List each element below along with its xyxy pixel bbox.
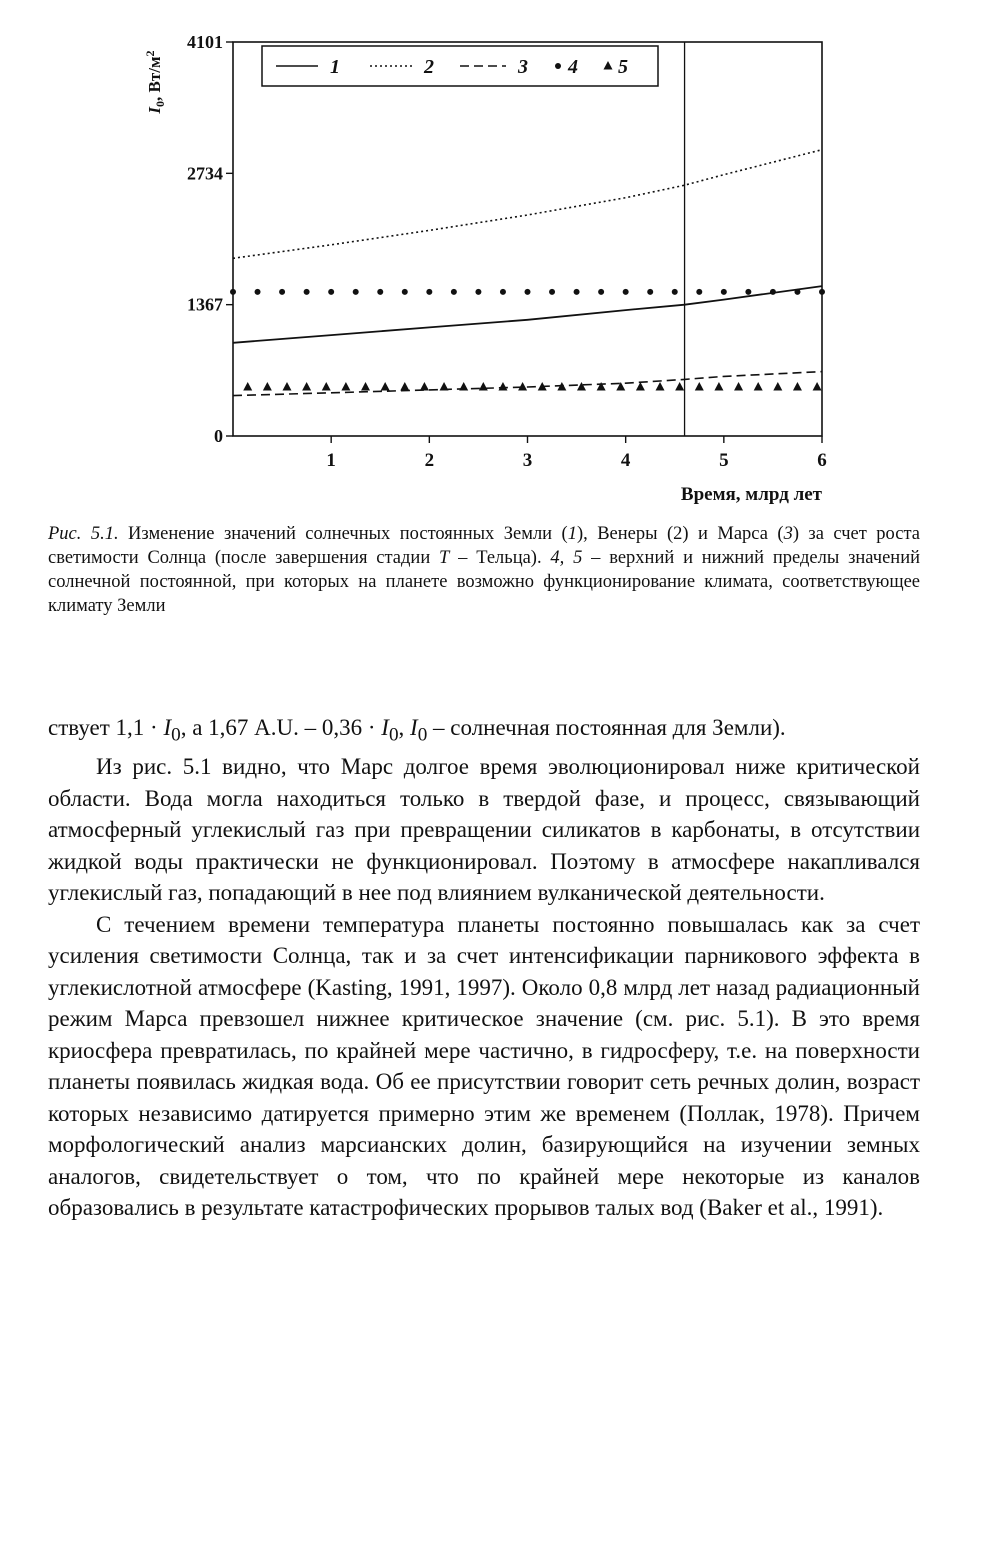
series-4-point xyxy=(230,289,236,295)
y-tick-label: 0 xyxy=(214,426,223,446)
series-4-point xyxy=(525,289,531,295)
series-4-point xyxy=(402,289,408,295)
series-4-point xyxy=(623,289,629,295)
p1-symbol-i0-b: I xyxy=(381,715,389,740)
paragraph-1 xyxy=(48,712,920,751)
caption-text-2: ), Венеры (2) и Марса ( xyxy=(576,524,784,544)
series-4-point xyxy=(451,289,457,295)
series-5-point xyxy=(361,382,370,391)
series-4-point xyxy=(328,289,334,295)
series-4-point xyxy=(819,289,825,295)
legend-label-3: 3 xyxy=(518,56,528,78)
series-5-point xyxy=(773,382,782,391)
series-5-point xyxy=(714,382,723,391)
series-5-point xyxy=(577,382,586,391)
caption-text: Изменение значений солнечных постоянных Земли ( xyxy=(118,524,568,544)
caption-text-6: – Тельца). xyxy=(449,548,551,568)
x-tick-label: 5 xyxy=(719,450,729,471)
x-tick-label: 3 xyxy=(522,450,533,471)
p1-sub-0-c: 0 xyxy=(417,724,428,746)
series-5-point xyxy=(479,382,488,391)
caption-ref-45: 4, 5 xyxy=(550,548,583,568)
p1-text-g: , xyxy=(398,715,411,740)
series-4-point xyxy=(574,289,580,295)
legend-label-1: 1 xyxy=(330,56,340,78)
legend-label-2: 2 xyxy=(424,56,434,78)
p1-symbol-i0: I xyxy=(163,715,172,740)
series-4-point xyxy=(598,289,604,295)
series-5-point xyxy=(341,382,350,391)
series-5-point xyxy=(656,382,665,391)
series-4-point xyxy=(794,289,800,295)
legend xyxy=(262,46,658,86)
legend-symbol-4 xyxy=(555,63,561,69)
series-4-point xyxy=(255,289,261,295)
series-4-point xyxy=(672,289,678,295)
caption-ref-3: 3 xyxy=(783,524,793,544)
series-layer xyxy=(230,150,825,396)
series-4-point xyxy=(745,289,751,295)
series-5-point xyxy=(243,382,252,391)
plot-frame xyxy=(233,42,822,436)
series-5-point xyxy=(322,382,331,391)
paragraph-3: С течением времени температура планеты постоянно повышалась как за счет усиления светимости Солнца, так и за счет интенсификации парникового эффекта в углекислотной атмосфере (Kasting, 1991, 1997). Около 0,8 млрд лет назад радиационный режим Марса превзошел нижнее критическое значение (см. рис. 5.1). В это время криосфера превратилась, по крайней мере частично, в гидросферу, т.е. на поверхности планеты появилась жидкая вода. Об ее присутствии говорит сеть речных долин, возраст которых независимо датируется примерно этим же временем (Поллак, 1978). Причем морфологический анализ марсианских долин, базирующийся на изучении земных аналогов, свидетельствует о том, что по крайней мере некоторые из каналов образовались в результате катастрофических прорывов талых вод (Baker et al., 1991). xyxy=(48,911,920,1221)
x-axis-label: Время, млрд лет xyxy=(680,484,822,505)
x-tick-label: 4 xyxy=(620,450,631,471)
series-5-point xyxy=(381,382,390,391)
series-4-point xyxy=(721,289,727,295)
series-4-point xyxy=(770,289,776,295)
p1-sub-0-b: 0 xyxy=(388,724,399,746)
series-5-point xyxy=(754,382,763,391)
series-3-line xyxy=(233,372,822,396)
caption-text-8: – верхний и нижний пределы значений солнечной постоянной, при которых на планете возможно функционирование климата, соответствующее климату Земли xyxy=(48,548,920,616)
series-5-point xyxy=(400,382,409,391)
y-axis-label: $I_0$, $Вт/м^2$ xyxy=(143,50,167,114)
p1-text-a: ствует 1,1 · xyxy=(48,715,164,740)
series-5-point xyxy=(793,382,802,391)
series-4-point xyxy=(377,289,383,295)
series-5-point xyxy=(282,382,291,391)
series-4-point xyxy=(353,289,359,295)
legend-label-5: 5 xyxy=(618,56,628,78)
series-5-point xyxy=(263,382,272,391)
series-5-point xyxy=(675,382,684,391)
series-5-point xyxy=(813,382,822,391)
p1-text-j: – солнечная постоянная для Земли). xyxy=(427,715,786,740)
series-4-point xyxy=(279,289,285,295)
series-2-line xyxy=(233,150,822,259)
p1-symbol-i0-c: I xyxy=(410,715,418,740)
series-5-point xyxy=(440,382,449,391)
plot-area-border xyxy=(233,42,822,436)
x-tick-label: 6 xyxy=(817,450,827,471)
y-tick-label: 1367 xyxy=(187,294,223,315)
body-text xyxy=(48,712,920,1224)
series-4-point xyxy=(475,289,481,295)
series-5-point xyxy=(459,382,468,391)
caption-text-4: ) за счет роста светимости Солнца (после завершения стадии xyxy=(48,524,920,568)
legend-label-4: 4 xyxy=(568,56,578,78)
series-5-point xyxy=(518,382,527,391)
y-tick-label: 2734 xyxy=(187,163,223,184)
series-5-point xyxy=(734,382,743,391)
caption-label: Рис. 5.1. xyxy=(48,524,119,544)
paragraph-2: Из рис. 5.1 видно, что Марс долгое время эволюционировал ниже критической области. Вода могла находиться только в твердой фазе, и процесс, связывающий атмосферный углекислый газ при превращении силикатов в карбонаты, в отсутствии жидкой воды практически не функционировал. Поэтому в атмосфере накапливался углекислый газ, попадающий в нее под влиянием вулканической деятельности. xyxy=(48,754,920,906)
series-5-point xyxy=(302,382,311,391)
figure-5-1-chart xyxy=(0,0,992,520)
series-4-point xyxy=(647,289,653,295)
series-5-point xyxy=(498,382,507,391)
p1-text-d: , а 1,67 A.U. – 0,36 · xyxy=(180,715,382,740)
caption-ref-t: T xyxy=(439,548,450,568)
p1-sub-0: 0 xyxy=(171,724,181,746)
series-4-point xyxy=(549,289,555,295)
series-4-point xyxy=(426,289,432,295)
figure-caption xyxy=(48,522,920,618)
x-tick-label: 1 xyxy=(326,450,336,471)
series-4-point xyxy=(500,289,506,295)
series-4-point xyxy=(696,289,702,295)
series-5-point xyxy=(695,382,704,391)
series-5-point xyxy=(636,382,645,391)
y-tick-label: 4101 xyxy=(187,32,223,52)
series-5-point xyxy=(420,382,429,391)
series-4-point xyxy=(304,289,310,295)
x-tick-label: 2 xyxy=(424,450,435,471)
caption-ref-1: 1 xyxy=(567,524,577,544)
